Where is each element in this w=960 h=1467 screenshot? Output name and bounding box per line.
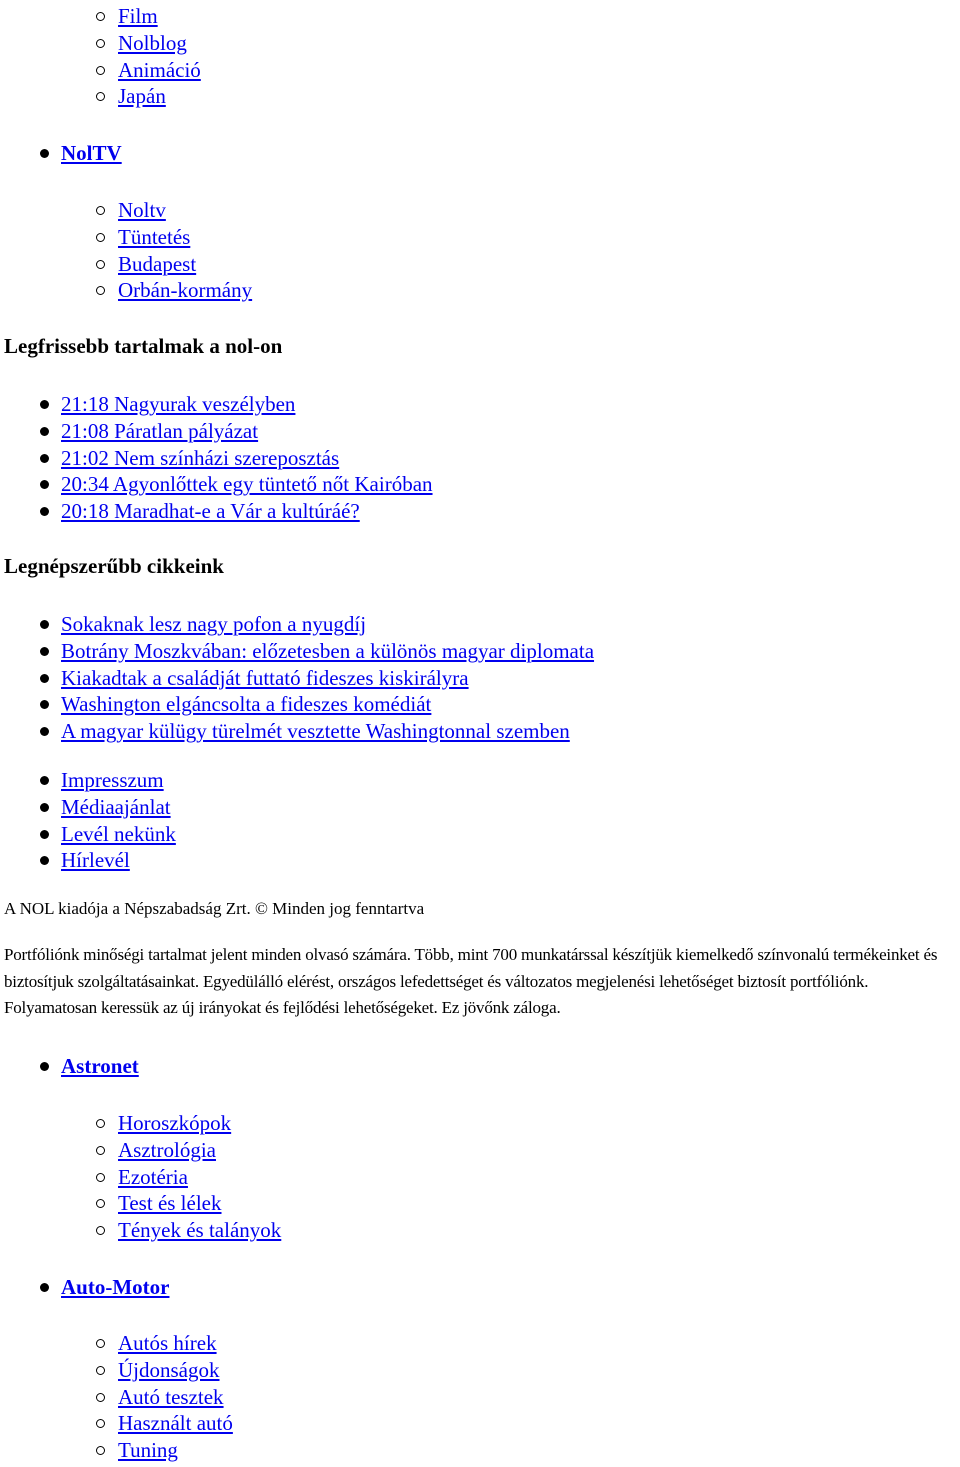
latest-heading: Legfrissebb tartalmak a nol-on xyxy=(4,334,283,358)
list-item xyxy=(0,1137,960,1164)
latest-article-link[interactable]: 21:08 Páratlan pályázat xyxy=(61,418,259,443)
portfolio-paragraph: Portfóliónk minőségi tartalmat jelent minden olvasó számára. Több, mint 700 munkatárssal készítjük kiemelkedő színvonalú termékeinket és biztosítjuk szolgáltatásainkat. Egyedülálló elérést, országos lefedettséget és változatos megjelenési lehetőséget biztosít portfóliónk. Folyamatosan keressük az új irányokat és fejlődési lehetőségeket. Ez jövőnk záloga. xyxy=(4,945,938,1017)
link-test-es-lelek[interactable]: Test és lélek xyxy=(118,1191,222,1216)
list-item xyxy=(0,197,960,224)
link-asztrologia[interactable]: Asztrológia xyxy=(118,1137,216,1162)
link-automotor-section[interactable]: Auto-Motor xyxy=(61,1275,170,1299)
link-noltv[interactable]: Noltv xyxy=(118,198,166,222)
latest-article-link[interactable]: 21:02 Nem színházi szereposztás xyxy=(61,445,340,470)
link-hasznalt-auto[interactable]: Használt autó xyxy=(118,1411,233,1436)
link-ujdonsagok[interactable]: Újdonságok xyxy=(118,1357,220,1382)
link-ezoteria[interactable]: Ezotéria xyxy=(118,1164,188,1189)
list-item xyxy=(0,57,960,84)
noltv-sublist xyxy=(0,197,960,304)
list-item xyxy=(0,30,960,57)
popular-list xyxy=(0,611,960,745)
noltv-section xyxy=(0,140,960,167)
link-autos-hirek[interactable]: Autós hírek xyxy=(118,1331,217,1355)
list-item xyxy=(0,1410,960,1437)
link-impresszum[interactable]: Impresszum xyxy=(61,768,164,792)
list-item xyxy=(0,1190,960,1217)
film-sublist xyxy=(0,3,960,110)
popular-article-link[interactable]: A magyar külügy türelmét vesztette Washingtonnal szemben xyxy=(61,719,570,744)
astronet-section xyxy=(0,1053,960,1080)
automotor-section xyxy=(0,1274,960,1301)
list-item xyxy=(0,418,960,445)
popular-heading: Legnépszerűbb cikkeink xyxy=(4,554,224,578)
astronet-sublist xyxy=(0,1110,960,1244)
list-item xyxy=(0,1164,960,1191)
list-item xyxy=(0,498,960,525)
latest-article-link[interactable]: 21:18 Nagyurak veszélyben xyxy=(61,392,296,416)
list-item xyxy=(0,1053,960,1080)
list-item xyxy=(0,1384,960,1411)
link-hirlevel[interactable]: Hírlevél xyxy=(61,848,130,873)
list-item xyxy=(0,691,960,718)
link-nolblog[interactable]: Nolblog xyxy=(118,30,187,55)
popular-article-link[interactable]: Washington elgáncsolta a fideszes komédiát xyxy=(61,692,432,717)
list-item xyxy=(0,767,960,794)
link-level-nekunk[interactable]: Levél nekünk xyxy=(61,821,176,846)
popular-article-link[interactable]: Sokaknak lesz nagy pofon a nyugdíj xyxy=(61,612,367,636)
link-tuntetes[interactable]: Tüntetés xyxy=(118,224,191,249)
list-item xyxy=(0,1330,960,1357)
list-item xyxy=(0,445,960,472)
publisher-text: A NOL kiadója a Népszabadság Zrt. © Minden jog fenntartva xyxy=(4,899,425,918)
link-japan[interactable]: Japán xyxy=(118,84,166,109)
popular-article-link[interactable]: Kiakadtak a családját futtató fideszes kiskirályra xyxy=(61,665,469,690)
link-tuning[interactable]: Tuning xyxy=(118,1438,178,1463)
link-astronet-section[interactable]: Astronet xyxy=(61,1054,139,1078)
footer-links xyxy=(0,767,960,874)
list-item xyxy=(0,638,960,665)
list-item xyxy=(0,1274,960,1301)
link-tenyek-es-talanyok[interactable]: Tények és talányok xyxy=(118,1218,282,1243)
list-item xyxy=(0,718,960,745)
list-item xyxy=(0,794,960,821)
latest-article-link[interactable]: 20:34 Agyonlőttek egy tüntető nőt Kairóban xyxy=(61,472,433,497)
list-item xyxy=(0,847,960,874)
link-budapest[interactable]: Budapest xyxy=(118,251,197,276)
list-item xyxy=(0,83,960,110)
latest-list xyxy=(0,391,960,525)
list-item xyxy=(0,821,960,848)
link-film[interactable]: Film xyxy=(118,4,158,28)
link-horoszkopok[interactable]: Horoszkópok xyxy=(118,1111,232,1135)
list-item xyxy=(0,665,960,692)
list-item xyxy=(0,391,960,418)
list-item xyxy=(0,251,960,278)
list-item xyxy=(0,1217,960,1244)
list-item xyxy=(0,611,960,638)
list-item xyxy=(0,277,960,304)
list-item xyxy=(0,1437,960,1464)
list-item xyxy=(0,471,960,498)
list-item xyxy=(0,3,960,30)
latest-article-link[interactable]: 20:18 Maradhat-e a Vár a kultúráé? xyxy=(61,499,360,524)
link-auto-tesztek[interactable]: Autó tesztek xyxy=(118,1384,224,1409)
popular-article-link[interactable]: Botrány Moszkvában: előzetesben a különös magyar diplomata xyxy=(61,638,595,663)
link-mediaajanlat[interactable]: Médiaajánlat xyxy=(61,794,171,819)
link-animacio[interactable]: Animáció xyxy=(118,57,201,82)
link-noltv-section[interactable]: NolTV xyxy=(61,141,122,165)
list-item xyxy=(0,1110,960,1137)
automotor-sublist xyxy=(0,1330,960,1464)
list-item xyxy=(0,1357,960,1384)
link-orban-kormany[interactable]: Orbán-kormány xyxy=(118,278,253,303)
list-item xyxy=(0,224,960,251)
list-item xyxy=(0,140,960,167)
